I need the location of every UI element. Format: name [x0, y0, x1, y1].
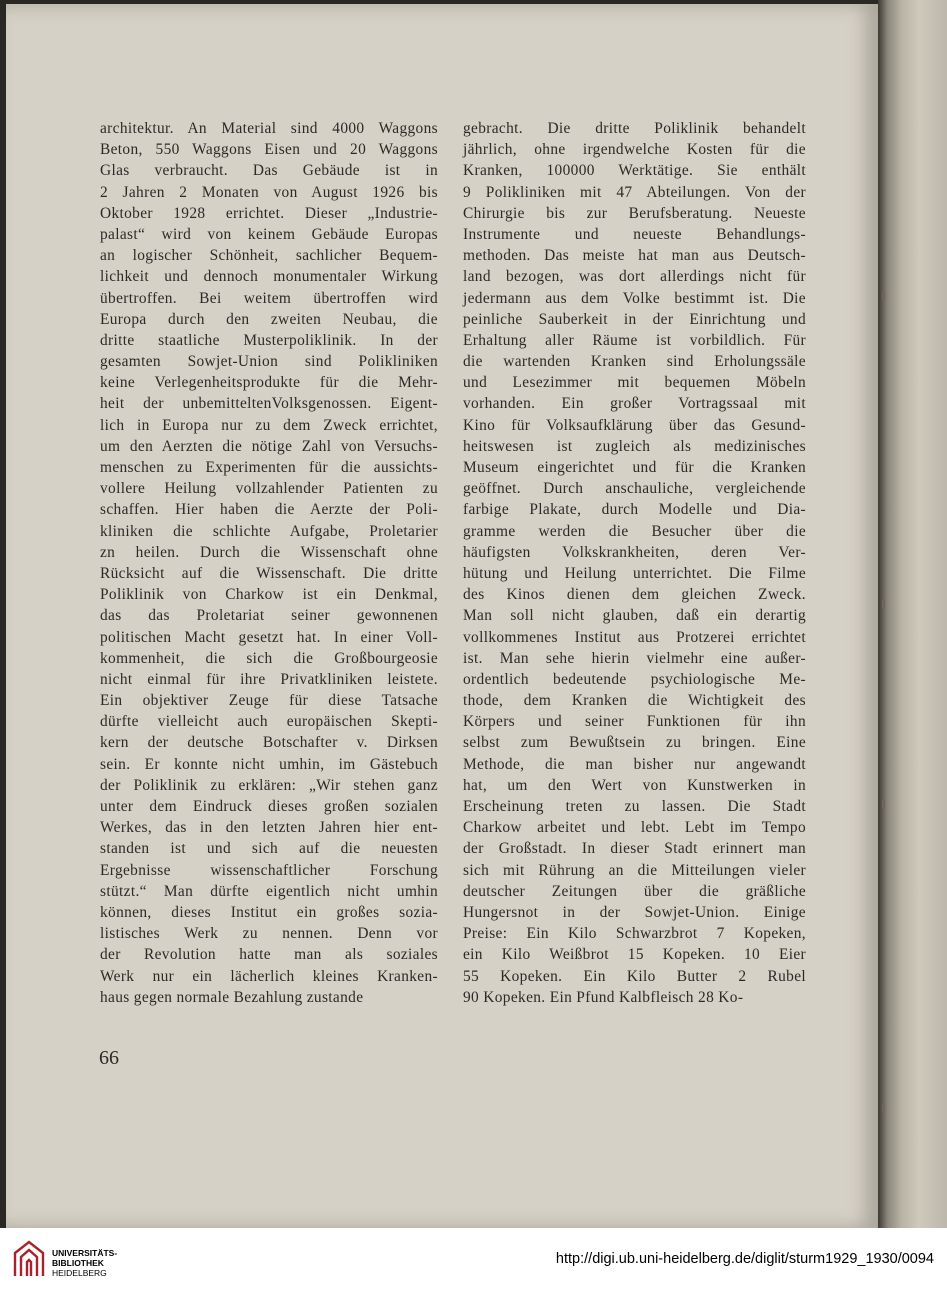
text-line: palast“ wird von keinem Gebäude Europas: [100, 225, 438, 243]
text-line: stützt.“ Man dürfte eigentlich nicht umhin: [100, 882, 438, 900]
text-line: der Revolution hatte man als soziales: [100, 946, 438, 964]
text-line: geöffnet. Durch anschauliche, vergleichende: [463, 480, 806, 498]
text-line: Werkes, das in den letzten Jahren hier ent-: [100, 819, 438, 837]
viewer-footer: [0, 1228, 947, 1297]
text-line: Werk nur ein lächerlich kleines Kranken-: [100, 967, 438, 985]
text-line: jährlich, ohne irgendwelche Kosten für die: [463, 141, 806, 159]
text-line: übertroffen. Bei weitem übertroffen wird: [100, 289, 438, 307]
text-line: thode, dem Kranken die Wichtigkeit des: [463, 692, 806, 710]
text-line: Körpers und seiner Funktionen für ihn: [463, 713, 806, 731]
right-text-column: [463, 118, 806, 1008]
text-line: Glas verbraucht. Das Gebäude ist in: [100, 162, 438, 180]
text-line: des Kinos dienen dem gleichen Zweck.: [463, 586, 806, 604]
text-line: Kino für Volksaufklärung über das Gesund-: [463, 416, 806, 434]
text-line: hat, um den Wert von Kunstwerken in: [463, 776, 806, 794]
text-line: Museum eingerichtet und für die Kranken: [463, 459, 806, 476]
text-line: gesamten Sowjet-Union sind Polikliniken: [100, 353, 438, 371]
text-line: die wartenden Kranken sind Erholungssäle: [463, 353, 806, 371]
text-line: 55 Kopeken. Ein Kilo Butter 2 Rubel: [463, 967, 806, 985]
text-line: gebracht. Die dritte Poliklinik behandelt: [463, 120, 806, 137]
text-line: lichkeit und dennoch monumentaler Wirkung: [100, 268, 438, 286]
text-line: ist. Man sehe hierin vielmehr eine außer-: [463, 649, 806, 667]
text-line: lich in Europa nur zu dem Zweck errichtet,: [100, 416, 438, 434]
text-line: Hungersnot in der Sowjet-Union. Einige: [463, 903, 806, 921]
logo-line-2: BIBLIOTHEK: [52, 1258, 104, 1268]
text-line: vorhanden. Ein großer Vortragssaal mit: [463, 395, 806, 413]
text-line: Chirurgie bis zur Berufsberatung. Neueste: [463, 204, 806, 222]
text-line: 90 Kopeken. Ein Pfund Kalbfleisch 28 Ko-: [463, 988, 744, 1006]
text-line: ein Kilo Weißbrot 15 Kopeken. 10 Eier: [463, 946, 806, 964]
text-line: kliniken die schlichte Aufgabe, Proletarier: [100, 522, 438, 540]
text-line: peinliche Sauberkeit in der Einrichtung und: [463, 310, 806, 328]
text-line: schaffen. Hier haben die Aerzte der Poli-: [100, 501, 438, 519]
text-line: kern der deutsche Botschafter v. Dirksen: [100, 734, 438, 752]
text-line: Beton, 550 Waggons Eisen und 20 Waggons: [100, 141, 438, 159]
text-line: kommenheit, die sich die Großbourgeosie: [100, 649, 438, 667]
text-line: ordentlich bedeutende psychiologische Me-: [463, 670, 806, 688]
text-line: dritte staatliche Musterpoliklinik. In der: [100, 331, 438, 349]
text-line: können, dieses Institut ein großes sozia-: [100, 903, 438, 921]
text-line: Erhaltung aller Räume ist vorbildlich. Für: [463, 331, 806, 349]
text-line: dürfte vielleicht auch europäischen Skepti-: [100, 713, 438, 731]
text-line: der Großstadt. In dieser Stadt erinnert man: [463, 840, 806, 858]
text-line: Methode, die man bisher nur angewandt: [463, 755, 806, 773]
text-line: Ergebnisse wissenschaftlicher Forschung: [100, 861, 438, 879]
text-line: Charkow arbeitet und lebt. Lebt im Tempo: [463, 819, 806, 837]
text-line: Preise: Ein Kilo Schwarzbrot 7 Kopeken,: [463, 925, 806, 943]
text-line: keine Verlegenheitsprodukte für die Mehr-: [100, 374, 438, 392]
text-line: Poliklinik von Charkow ist ein Denkmal,: [100, 586, 438, 604]
text-line: hütung und Heilung unterrichtet. Die Filme: [463, 564, 806, 582]
edge-mark: [882, 800, 885, 808]
text-line: Ein objektiver Zeuge für diese Tatsache: [100, 692, 438, 710]
left-text-column: [100, 118, 438, 1008]
text-line: Erscheinung treten zu lassen. Die Stadt: [463, 798, 806, 815]
text-line: architektur. An Material sind 4000 Waggons: [100, 120, 438, 137]
text-line: sich mit Rührung an die Mitteilungen vieler: [463, 861, 806, 879]
text-line: der Poliklinik zu erklären: „Wir stehen ganz: [100, 776, 438, 794]
text-line: menschen zu Experimenten für die aussichts-: [100, 459, 438, 476]
library-logo[interactable]: [12, 1236, 132, 1288]
text-line: häufigsten Volkskrankheiten, deren Ver-: [463, 543, 806, 561]
text-line: jedermann aus dem Volke bestimmt ist. Die: [463, 289, 806, 307]
text-line: vollere Heilung vollzahlender Patienten zu: [100, 480, 438, 498]
text-line: standen ist und sich auf die neuesten: [100, 840, 438, 858]
text-line: Oktober 1928 errichtet. Dieser „Industrie-: [100, 204, 438, 222]
text-line: und Lesezimmer mit bequemen Möbeln: [463, 374, 806, 392]
text-line: land bezogen, was dort allerdings nicht für: [463, 268, 806, 286]
text-line: Instrumente und neueste Behandlungs-: [463, 225, 806, 243]
text-line: listisches Werk zu nennen. Denn vor: [100, 925, 438, 943]
text-line: vollkommenes Institut aus Protzerei errichtet: [463, 628, 806, 646]
text-line: haus gegen normale Bezahlung zustande: [100, 988, 364, 1006]
text-line: heitswesen ist zugleich als medizinisches: [463, 437, 806, 455]
text-line: Man soll nicht glauben, daß ein derartig: [463, 607, 806, 625]
text-line: nicht einmal für ihre Privatkliniken leistete.: [100, 670, 438, 688]
book-spine-edge: [878, 0, 947, 1228]
text-line: selbst zum Bewußtsein zu bringen. Eine: [463, 734, 806, 752]
permalink-url[interactable]: http://digi.ub.uni-heidelberg.de/diglit/sturm1929_1930/0094: [555, 1251, 934, 1267]
text-line: zn heilen. Durch die Wissenschaft ohne: [100, 543, 438, 561]
library-logo-icon: [12, 1239, 46, 1279]
text-line: sein. Er konnte nicht umhin, im Gästebuch: [100, 755, 438, 773]
logo-line-3: HEIDELBERG: [52, 1268, 107, 1278]
text-line: 2 Jahren 2 Monaten von August 1926 bis: [100, 183, 438, 201]
text-line: unter dem Eindruck dieses großen sozialen: [100, 798, 438, 815]
logo-line-1: UNIVERSITÄTS-: [52, 1248, 118, 1258]
text-line: Europa durch den zweiten Neubau, die: [100, 310, 438, 328]
text-line: das das Proletariat seiner gewonnenen: [100, 607, 438, 625]
text-line: 9 Polikliniken mit 47 Abteilungen. Von der: [463, 183, 806, 201]
text-line: deutscher Zeitungen über die gräßliche: [463, 882, 806, 900]
text-line: um den Aerzten die nötige Zahl von Versuchs-: [100, 437, 438, 455]
text-line: Kranken, 100000 Werktätige. Sie enthält: [463, 162, 806, 180]
page-number: 66: [99, 1047, 119, 1069]
text-line: politischen Macht gesetzt hat. In einer Voll-: [100, 628, 438, 646]
edge-mark: [882, 292, 885, 300]
edge-mark: [882, 600, 885, 608]
edge-mark: [882, 1105, 885, 1113]
text-line: heit der unbemitteltenVolksgenossen. Eigent-: [100, 395, 438, 413]
text-line: farbige Plakate, durch Modelle und Dia-: [463, 501, 806, 519]
book-page: [6, 4, 878, 1228]
text-line: methoden. Das meiste hat man aus Deutsch-: [463, 247, 806, 265]
text-line: an logischer Schönheit, sachlicher Bequem-: [100, 247, 438, 265]
text-line: Rücksicht auf die Wissenschaft. Die dritte: [100, 564, 438, 582]
text-line: gramme werden die Besucher über die: [463, 522, 806, 540]
